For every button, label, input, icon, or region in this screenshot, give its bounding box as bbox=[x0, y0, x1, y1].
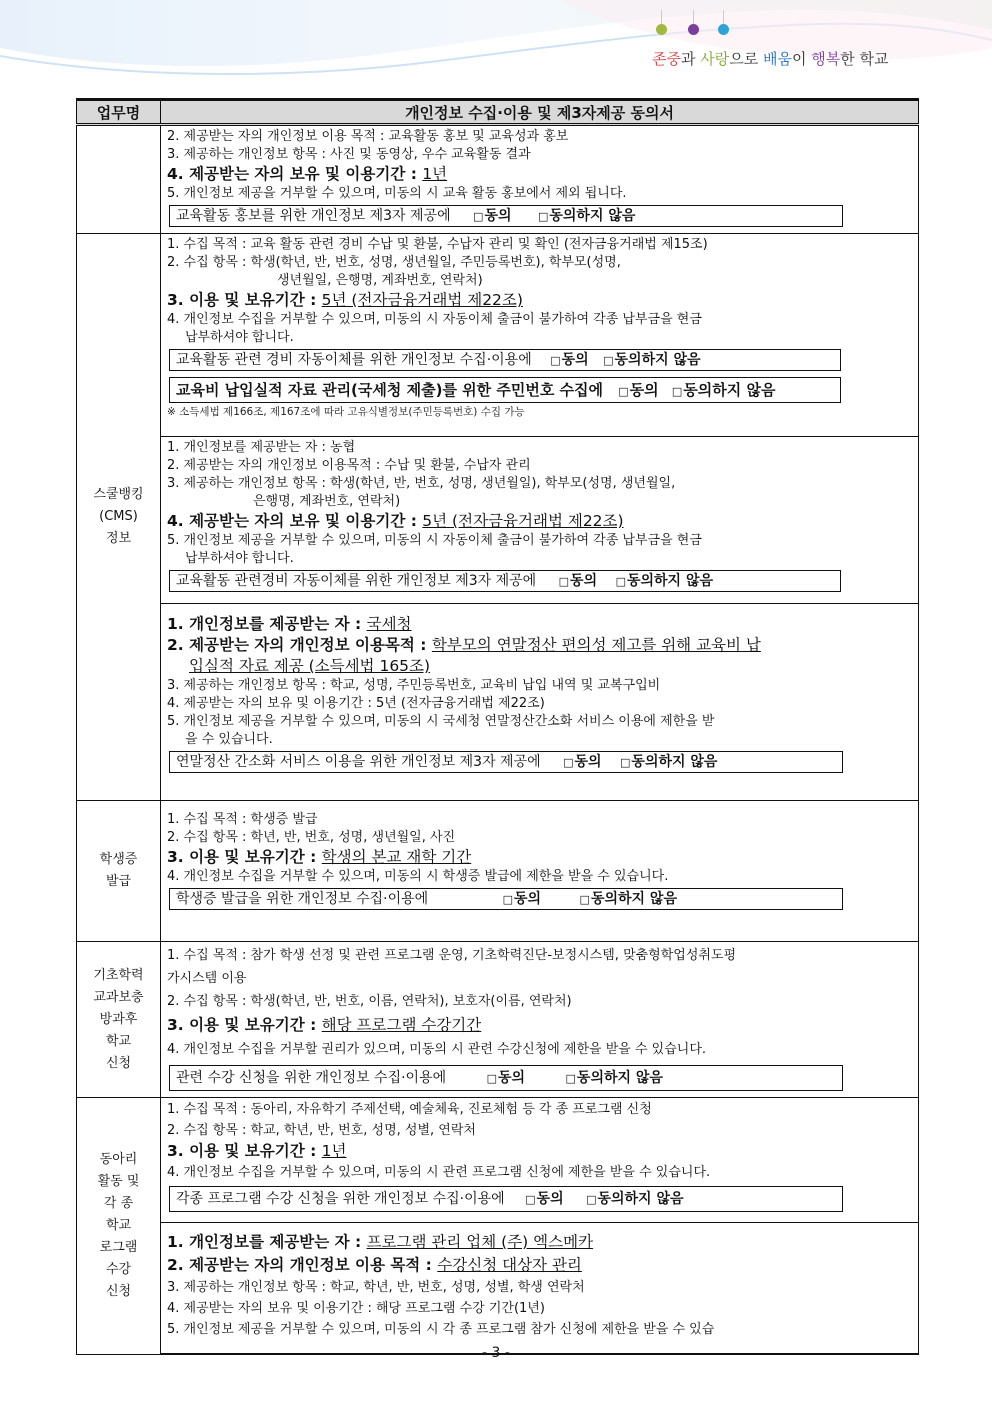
category-label-line: 발급 bbox=[105, 874, 132, 889]
consent-box-label: 교육비 납입실적 자료 관리(국세청 제출)를 위한 주민번호 수집에 bbox=[176, 381, 604, 399]
disagree-option[interactable]: □동의하지 않음 bbox=[537, 208, 636, 224]
consent-box-label: 교육활동 관련경비 자동이체를 위한 개인정보 제3자 제공에 bbox=[176, 573, 537, 589]
table-row-cms-collect bbox=[77, 234, 919, 437]
category-label-line: 학교 bbox=[105, 1217, 132, 1233]
checkbox-icon[interactable]: □ bbox=[618, 385, 629, 398]
usage-purpose: 입실적 자료 제공 (소득세법 165조) bbox=[189, 657, 431, 675]
consent-block-cms-collect bbox=[161, 234, 919, 437]
recipient-name: 국세청 bbox=[366, 615, 412, 633]
text-line: 납부하셔야 합니다. bbox=[185, 330, 294, 345]
retention-period: 학생의 본교 재학 기간 bbox=[321, 848, 472, 866]
text-line: 4. 개인정보 수집을 거부할 권리가 있으며, 미동의 시 관련 수강신청에 제한을 받을 수 있습니다. bbox=[167, 1042, 707, 1057]
recipient-name: 프로그램 관리 업체 (주) 엑스메카 bbox=[366, 1233, 594, 1251]
agree-option[interactable]: □동의 bbox=[550, 352, 589, 368]
text-line: 4. 개인정보 수집을 거부할 수 있으며, 미동의 시 자동이체 출금이 불가하여 각종 납부금을 현금 bbox=[167, 312, 702, 327]
text-line: 2. 제공받는 자의 개인정보 이용 목적 : 교육활동 홍보 및 교육성과 홍보 bbox=[167, 129, 569, 144]
consent-box-afterschool bbox=[169, 1065, 843, 1091]
school-slogan bbox=[652, 48, 888, 69]
consent-block-cms-nonghyup bbox=[161, 437, 919, 604]
table-row-club-collect bbox=[77, 1098, 919, 1223]
category-label-line: 학교 bbox=[105, 1033, 132, 1049]
text-line: 1. 수집 목적 : 학생증 발급 bbox=[167, 812, 318, 827]
checkbox-icon[interactable]: □ bbox=[537, 210, 549, 223]
text-line: 1. 수집 목적 : 참가 학생 선정 및 관련 프로그램 운영, 기초학력진단-보정시스템, 맞춤형학업성취도평 bbox=[167, 948, 737, 963]
category-label-line: 신청 bbox=[105, 1055, 132, 1071]
disagree-option[interactable]: □동의하지 않음 bbox=[671, 381, 776, 399]
text-line-label: 3. 이용 및 보유기간 : bbox=[167, 1016, 322, 1034]
text-line: 3. 제공하는 개인정보 항목 : 사진 및 동영상, 우수 교육활동 결과 bbox=[167, 147, 531, 162]
table-row-education-promo bbox=[77, 125, 919, 234]
col-header-consent: 개인정보 수집·이용 및 제3자제공 동의서 bbox=[161, 100, 919, 125]
table-row-club-third-party bbox=[77, 1223, 919, 1355]
checkbox-icon[interactable]: □ bbox=[558, 575, 570, 588]
text-line: 4. 개인정보 수집을 거부할 수 있으며, 미동의 시 관련 프로그램 신청에 제한을 받을 수 있습니다. bbox=[167, 1165, 711, 1180]
slogan-connector: 으로 bbox=[729, 50, 763, 68]
consent-box-label: 학생증 발급을 위한 개인정보 수집·이용에 bbox=[176, 891, 429, 907]
slogan-word-happy: 행복 bbox=[811, 50, 841, 68]
text-line-label: 2. 제공받는 자의 개인정보 이용 목적 : bbox=[167, 1256, 438, 1274]
table-row-cms-nts bbox=[77, 604, 919, 801]
consent-box-cms-autodebit bbox=[169, 349, 841, 371]
slogan-word-learning: 배움 bbox=[762, 50, 792, 68]
checkbox-icon[interactable]: □ bbox=[620, 756, 631, 769]
category-label-line: 수강 bbox=[105, 1261, 132, 1277]
text-line-label: 1. 개인정보를 제공받는 자 : bbox=[167, 615, 367, 633]
text-line: 생년월일, 은행명, 계좌번호, 연락처) bbox=[277, 273, 483, 288]
retention-period: 1년 bbox=[422, 165, 448, 183]
slogan-word-love: 사랑 bbox=[700, 50, 730, 68]
checkbox-icon[interactable]: □ bbox=[486, 1072, 497, 1085]
table-row-cms-nh bbox=[77, 437, 919, 604]
blue-dot-icon bbox=[718, 24, 729, 35]
slogan-word-respect: 존중 bbox=[652, 50, 681, 68]
retention-period: 1년 bbox=[321, 1142, 347, 1160]
checkbox-icon[interactable]: □ bbox=[586, 1193, 597, 1206]
checkbox-icon[interactable]: □ bbox=[603, 354, 614, 367]
text-line: 가시스템 이용 bbox=[167, 971, 247, 986]
category-label-line: 학생증 bbox=[99, 852, 138, 867]
category-label-line: 로그램 bbox=[99, 1239, 138, 1255]
text-line: 1. 수집 목적 : 동아리, 자유학기 주제선택, 예술체육, 진로체험 등 각 종 프로그램 신청 bbox=[167, 1102, 652, 1117]
retention-period: 5년 (전자금융거래법 제22조) bbox=[321, 291, 523, 309]
text-line: 1. 수집 목적 : 교육 활동 관련 경비 수납 및 환불, 수납자 관리 및 확인 (전자금융거래법 제15조) bbox=[167, 237, 708, 252]
text-line: 2. 수집 항목 : 학교, 학년, 반, 번호, 성명, 성별, 연락처 bbox=[167, 1123, 476, 1138]
text-line: 5. 개인정보 제공을 거부할 수 있으며, 미동의 시 국세청 연말정산간소화 서비스 이용에 제한을 받 bbox=[167, 714, 715, 729]
usage-purpose: 학부모의 연말정산 편의성 제고를 위해 교육비 납 bbox=[431, 636, 761, 654]
checkbox-icon[interactable]: □ bbox=[579, 893, 590, 906]
text-line: 3. 제공하는 개인정보 항목 : 학생(학년, 반, 번호, 성명, 생년월일), 학부모(성명, 생년월일, bbox=[167, 476, 676, 491]
text-line: 5. 개인정보 제공을 거부할 수 있으며, 미동의 시 자동이체 출금이 불가하여 각종 납부금을 현금 bbox=[167, 533, 702, 548]
category-label-line: 동아리 bbox=[99, 1151, 138, 1167]
disagree-option[interactable]: □동의하지 않음 bbox=[615, 573, 713, 589]
consent-block-education-promo bbox=[161, 125, 919, 234]
retention-period: 해당 프로그램 수강기간 bbox=[321, 1016, 482, 1034]
disagree-option[interactable]: □동의하지 않음 bbox=[586, 1191, 684, 1207]
col-header-task: 업무명 bbox=[77, 100, 161, 125]
text-line: 4. 제공받는 자의 보유 및 이용기간 : 해당 프로그램 수강 기간(1년) bbox=[167, 1301, 545, 1316]
retention-period: 5년 (전자금융거래법 제22조) bbox=[422, 512, 624, 530]
consent-box-student-id bbox=[169, 888, 843, 910]
text-line-label: 3. 이용 및 보유기간 : bbox=[167, 291, 322, 309]
consent-table bbox=[76, 98, 919, 1355]
consent-box-cms-third-party bbox=[169, 570, 841, 592]
disagree-option[interactable]: □동의하지 않음 bbox=[620, 754, 718, 770]
checkbox-icon[interactable]: □ bbox=[615, 575, 626, 588]
consent-box-year-end-tax bbox=[169, 751, 843, 773]
category-cell-student-id bbox=[77, 801, 161, 942]
text-line: 2. 수집 항목 : 학생(학년, 반, 번호, 성명, 생년월일, 주민등록번호), 학부모(성명, bbox=[167, 255, 621, 270]
text-line: 4. 제공받는 자의 보유 및 이용기간 : 5년 (전자금융거래법 제22조) bbox=[167, 696, 545, 711]
text-line: 3. 제공하는 개인정보 항목 : 학교, 학년, 반, 번호, 성명, 성별, 학생 연락처 bbox=[167, 1280, 585, 1295]
category-label-line: 각 종 bbox=[103, 1195, 134, 1211]
consent-box-label: 교육활동 관련 경비 자동이체를 위한 개인정보 수집·이용에 bbox=[176, 352, 532, 368]
text-line-label: 4. 제공받는 자의 보유 및 이용기간 : bbox=[167, 165, 423, 183]
category-label-line: 신청 bbox=[105, 1283, 132, 1299]
text-line: 3. 제공하는 개인정보 항목 : 학교, 성명, 주민등록번호, 교육비 납입 내역 및 교복구입비 bbox=[167, 678, 661, 693]
slogan-connector: 이 bbox=[791, 50, 812, 68]
text-line: 4. 개인정보 수집을 거부할 수 있으며, 미동의 시 학생증 발급에 제한을 받을 수 있습니다. bbox=[167, 869, 669, 884]
consent-box-label: 연말정산 간소화 서비스 이용을 위한 개인정보 제3자 제공에 bbox=[176, 754, 541, 770]
page-number: - 3 - bbox=[482, 1345, 510, 1361]
usage-purpose: 수강신청 대상자 관리 bbox=[437, 1256, 582, 1274]
category-cell-cms bbox=[77, 234, 161, 801]
consent-box-label: 관련 수강 신청을 위한 개인정보 수집·이용에 bbox=[176, 1070, 447, 1086]
disagree-option[interactable]: □동의하지 않음 bbox=[579, 891, 677, 907]
text-line: 은행명, 계좌번호, 연락처) bbox=[253, 494, 401, 509]
text-line: 5. 개인정보 제공을 거부할 수 있으며, 미동의 시 교육 활동 홍보에서 제외 됩니다. bbox=[167, 186, 627, 201]
text-line: 2. 수집 항목 : 학년, 반, 번호, 성명, 생년월일, 사진 bbox=[167, 830, 456, 845]
checkbox-icon[interactable]: □ bbox=[473, 210, 484, 223]
agree-option[interactable]: □동의 bbox=[618, 381, 659, 399]
slogan-tail: 한 학교 bbox=[840, 50, 889, 68]
slogan-connector: 과 bbox=[680, 50, 701, 68]
text-line: 을 수 있습니다. bbox=[185, 732, 273, 747]
consent-box-education-promo bbox=[169, 205, 843, 227]
legal-note: ※ 소득세법 제166조, 제167조에 따라 고유식별정보(주민등록번호) 수집 가능 bbox=[167, 406, 525, 418]
category-label-line: 방과후 bbox=[99, 1011, 138, 1027]
green-dot-icon bbox=[656, 24, 667, 35]
checkbox-icon[interactable]: □ bbox=[502, 893, 514, 906]
text-line: 2. 제공받는 자의 개인정보 이용목적 : 수납 및 환불, 수납자 관리 bbox=[167, 458, 531, 473]
disagree-option[interactable]: □동의하지 않음 bbox=[603, 352, 701, 368]
category-label-line: 교과보충 bbox=[93, 989, 144, 1005]
consent-block-afterschool bbox=[161, 942, 919, 1098]
agree-option[interactable]: □동의 bbox=[525, 1191, 564, 1207]
header-dots-decoration bbox=[652, 20, 742, 42]
category-label-line: 활동 및 bbox=[97, 1173, 140, 1189]
table-row-student-id bbox=[77, 801, 919, 942]
disagree-option[interactable]: □동의하지 않음 bbox=[565, 1070, 663, 1086]
text-line-label: 4. 제공받는 자의 보유 및 이용기간 : bbox=[167, 512, 423, 530]
consent-block-student-id bbox=[161, 801, 919, 942]
category-cell-empty bbox=[77, 125, 161, 234]
agree-option[interactable]: □동의 bbox=[473, 208, 512, 224]
consent-block-club-xmeca bbox=[161, 1223, 919, 1355]
text-line: 1. 개인정보를 제공받는 자 : 농협 bbox=[167, 440, 356, 455]
text-line-label: 2. 제공받는 자의 개인정보 이용목적 : bbox=[167, 636, 432, 654]
consent-box-club bbox=[169, 1186, 843, 1212]
agree-option[interactable]: □동의 bbox=[486, 1070, 526, 1086]
text-line: 5. 개인정보 제공을 거부할 수 있으며, 미동의 시 각 종 프로그램 참가 신청에 제한을 받을 수 있습 bbox=[167, 1322, 715, 1337]
agree-option[interactable]: □동의 bbox=[502, 891, 542, 907]
text-line: 2. 수집 항목 : 학생(학년, 반, 번호, 이름, 연락처), 보호자(이름, 연락처) bbox=[167, 994, 572, 1009]
category-cell-afterschool bbox=[77, 942, 161, 1098]
checkbox-icon[interactable]: □ bbox=[563, 756, 574, 769]
category-label-line: (CMS) bbox=[99, 509, 138, 524]
agree-option[interactable]: □동의 bbox=[563, 754, 602, 770]
consent-box-label: 교육활동 홍보를 위한 개인정보 제3자 제공에 bbox=[176, 208, 451, 224]
category-label-line: 스쿨뱅킹 bbox=[93, 487, 144, 502]
table-row-afterschool bbox=[77, 942, 919, 1098]
category-cell-club bbox=[77, 1098, 161, 1355]
checkbox-icon[interactable]: □ bbox=[671, 385, 683, 398]
text-line-label: 3. 이용 및 보유기간 : bbox=[167, 1142, 322, 1160]
category-label-line: 정보 bbox=[105, 531, 132, 546]
consent-box-resident-number bbox=[169, 377, 841, 403]
category-label-line: 기초학력 bbox=[93, 967, 144, 983]
agree-option[interactable]: □동의 bbox=[558, 573, 598, 589]
text-line-label: 1. 개인정보를 제공받는 자 : bbox=[167, 1233, 367, 1251]
checkbox-icon[interactable]: □ bbox=[565, 1072, 576, 1085]
purple-dot-icon bbox=[688, 24, 699, 35]
text-line: 납부하셔야 합니다. bbox=[185, 551, 294, 566]
consent-box-label: 각종 프로그램 수강 신청을 위한 개인정보 수집·이용에 bbox=[176, 1191, 505, 1207]
checkbox-icon[interactable]: □ bbox=[525, 1193, 536, 1206]
text-line-label: 3. 이용 및 보유기간 : bbox=[167, 848, 322, 866]
checkbox-icon[interactable]: □ bbox=[550, 354, 561, 367]
consent-block-club-collect bbox=[161, 1098, 919, 1223]
consent-block-cms-nts bbox=[161, 604, 919, 801]
